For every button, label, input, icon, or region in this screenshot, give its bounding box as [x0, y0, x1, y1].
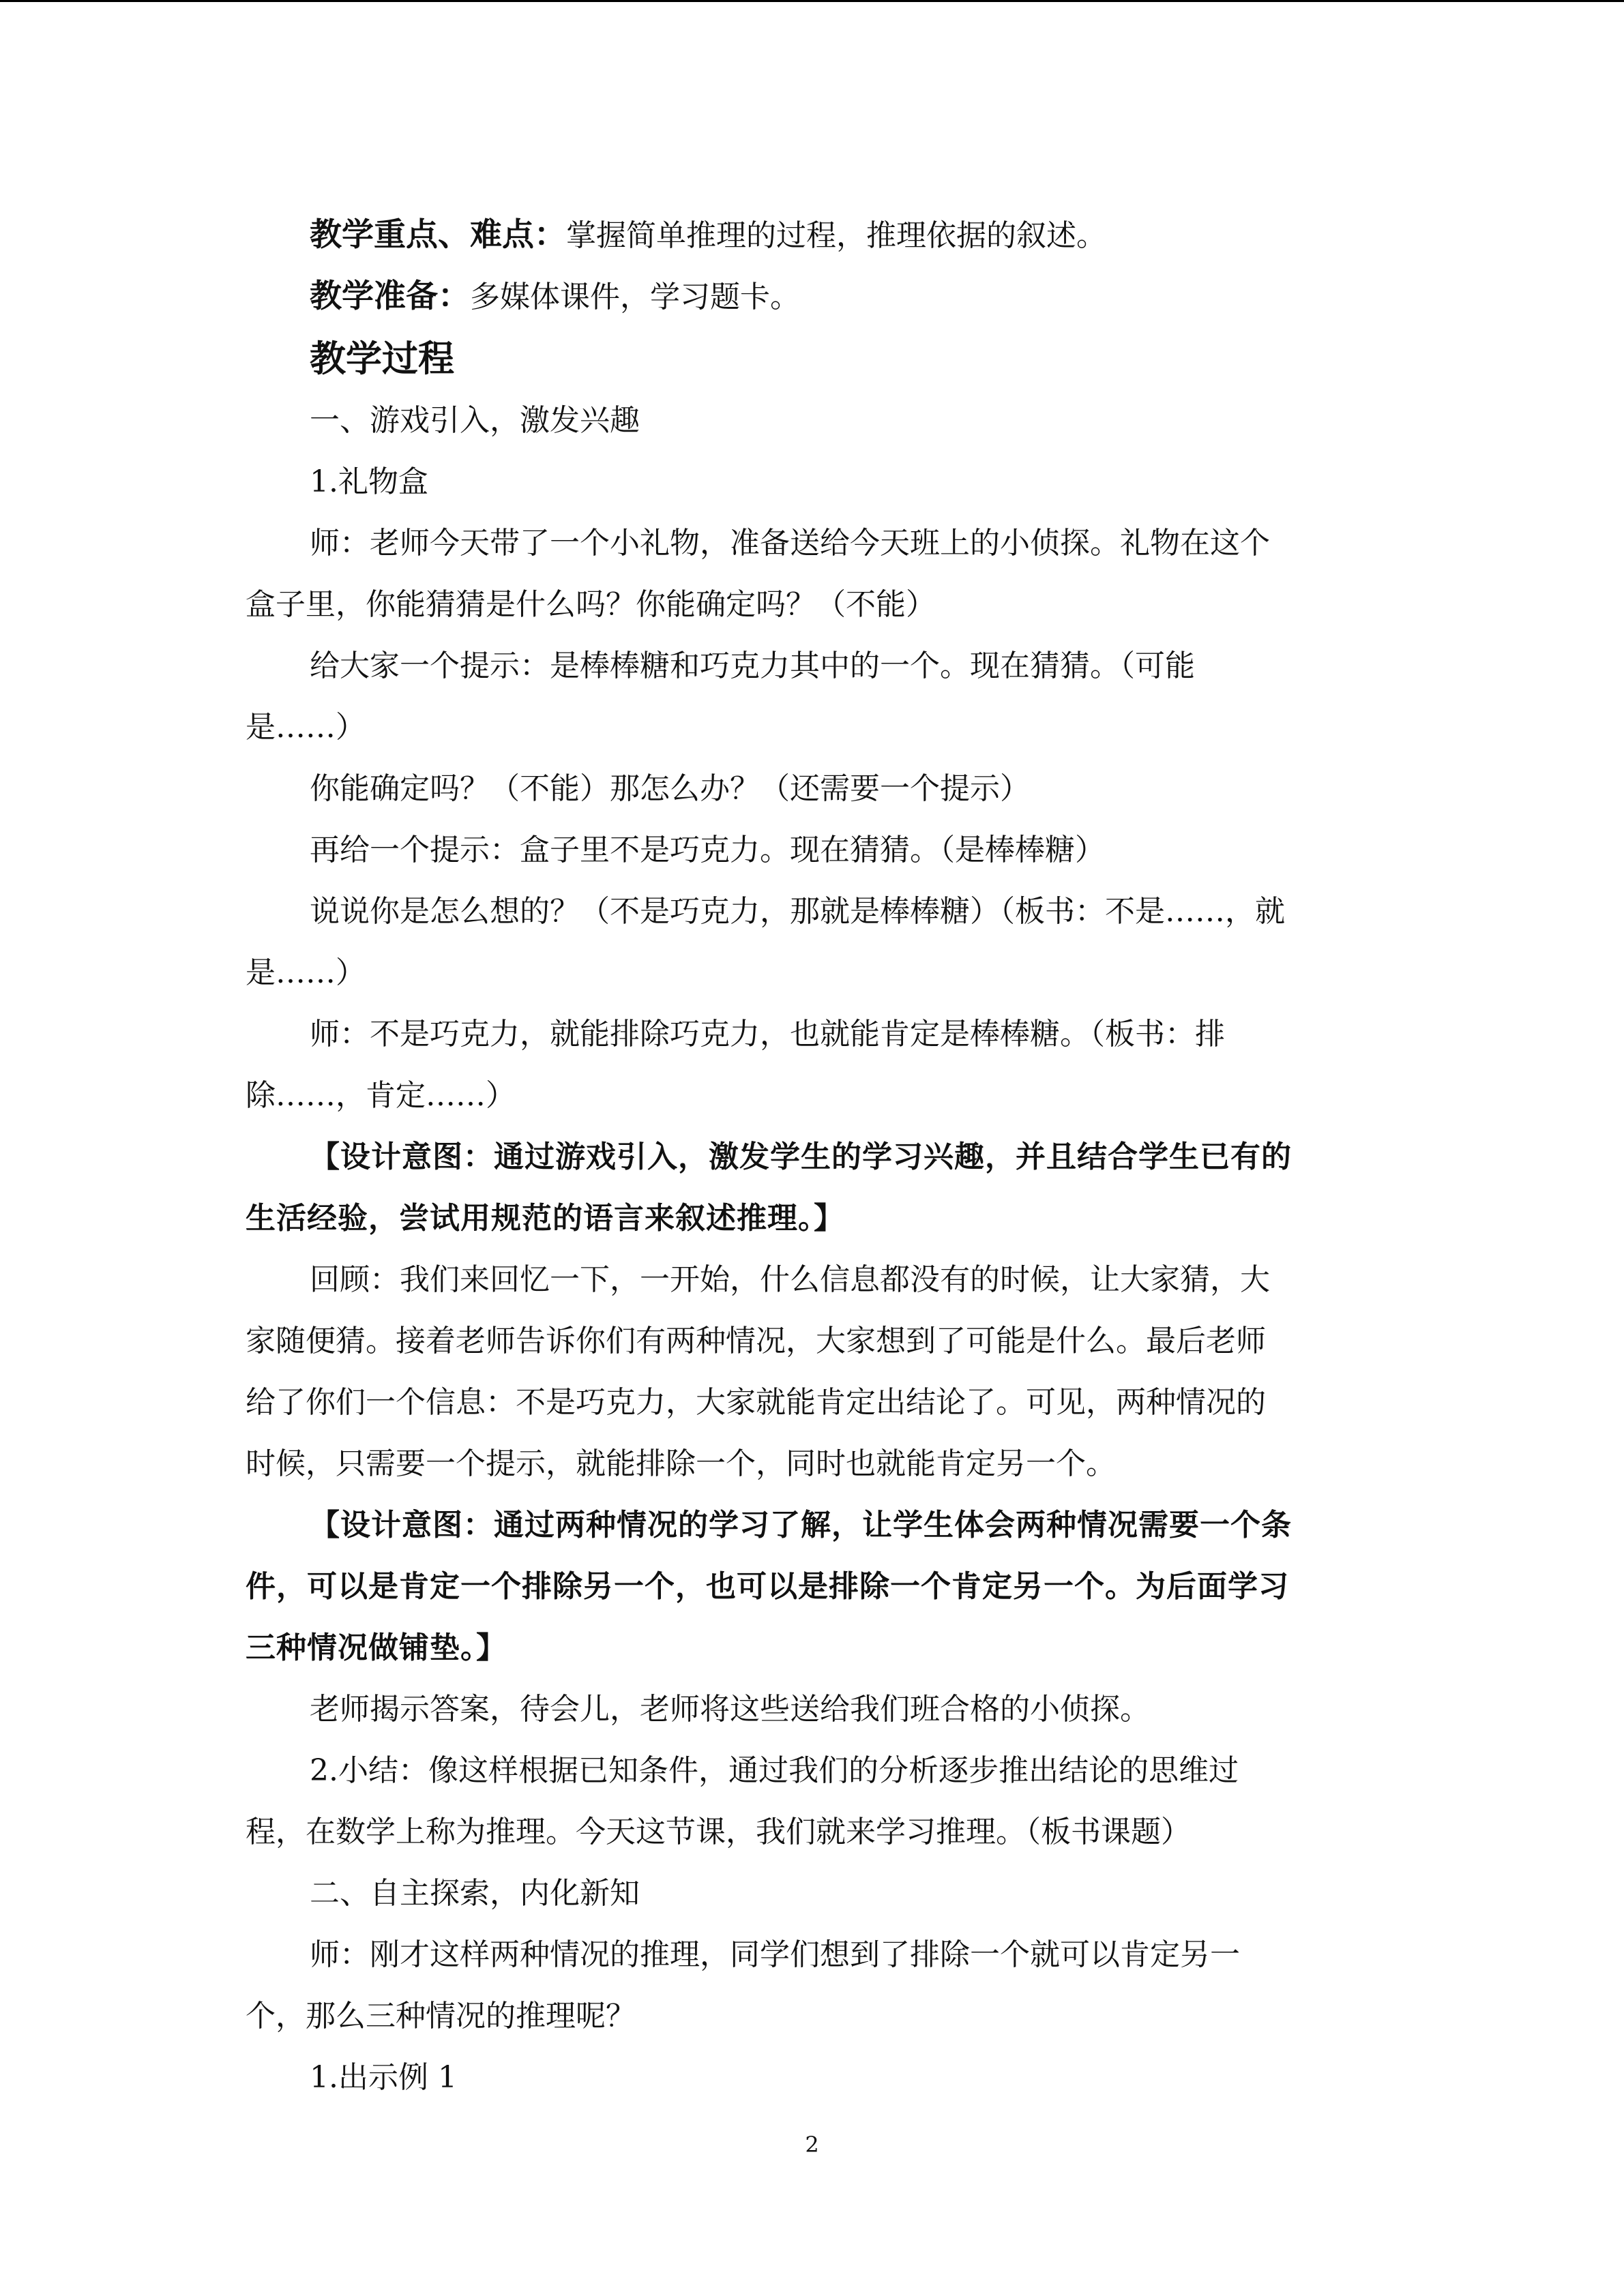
teaching-preparation-line: [246, 266, 1378, 327]
paragraph-line: 是……）: [246, 710, 366, 745]
part-two-heading: 二、自主探索，内化新知: [310, 1876, 640, 1911]
part-one-heading: 一、游戏引入，激发兴趣: [310, 403, 640, 438]
summary-line: 程，在数学上称为推理。今天这节课，我们就来学习推理。（板书课题）: [246, 1815, 1191, 1849]
design-intent-note: 三种情况做铺垫。】: [246, 1630, 507, 1665]
section-heading: 教学过程: [310, 338, 454, 380]
paragraph-line: 除……，肯定……）: [246, 1078, 516, 1113]
design-intent-note: 生活经验，尝试用规范的语言来叙述推理。】: [246, 1201, 844, 1236]
summary-line: 2.小结：像这样根据已知条件，通过我们的分析逐步推出结论的思维过: [310, 1753, 1239, 1788]
paragraph-line: 师：刚才这样两种情况的推理，同学们想到了排除一个就可以肯定另一: [310, 1937, 1240, 1972]
document-body: [246, 205, 1378, 2108]
subsection-gift-box: 1.礼物盒: [310, 464, 428, 499]
design-intent-note: 【设计意图：通过游戏引入，激发学生的学习兴趣，并且结合学生已有的: [310, 1139, 1292, 1174]
paragraph-line: 回顾：我们来回忆一下，一开始，什么信息都没有的时候，让大家猜，大: [310, 1262, 1270, 1297]
teaching-focus-label: 教学重点、难点：: [310, 216, 566, 254]
paragraph-line: 说说你是怎么想的？（不是巧克力，那就是棒棒糖）（板书：不是……，就: [310, 894, 1285, 929]
paragraph-line: 师：不是巧克力，就能排除巧克力，也就能肯定是棒棒糖。（板书：排: [310, 1017, 1225, 1052]
top-border-line: [0, 0, 1624, 2]
page-number: 2: [805, 2132, 819, 2158]
paragraph-line: 给大家一个提示：是棒棒糖和巧克力其中的一个。现在猜猜。（可能: [310, 648, 1195, 683]
teaching-focus-line: [246, 205, 1378, 266]
paragraph-line: 个，那么三种情况的推理呢？: [246, 1999, 636, 2033]
paragraph-line: 师：老师今天带了一个小礼物，准备送给今天班上的小侦探。礼物在这个: [310, 526, 1270, 561]
paragraph-line: 是……）: [246, 955, 366, 990]
paragraph-line: 老师揭示答案，待会儿，老师将这些送给我们班合格的小侦探。: [310, 1692, 1150, 1727]
design-intent-note: 件，可以是肯定一个排除另一个，也可以是排除一个肯定另一个。为后面学习: [246, 1569, 1289, 1604]
paragraph-line: 家随便猜。接着老师告诉你们有两种情况，大家想到了可能是什么。最后老师: [246, 1324, 1266, 1358]
paragraph-line: 再给一个提示：盒子里不是巧克力。现在猜猜。（是棒棒糖）: [310, 833, 1105, 867]
example-heading: 1.出示例 1: [310, 2060, 457, 2095]
design-intent-note: 【设计意图：通过两种情况的学习了解，让学生体会两种情况需要一个条: [310, 1508, 1292, 1542]
teaching-preparation-label: 教学准备：: [310, 278, 470, 315]
teaching-focus-text: 掌握简单推理的过程，推理依据的叙述。: [566, 218, 1106, 253]
paragraph-line: 盒子里，你能猜猜是什么吗？你能确定吗？（不能）: [246, 587, 936, 622]
paragraph-line: 你能确定吗？（不能）那怎么办？（还需要一个提示）: [310, 771, 1030, 806]
paragraph-line: 时候，只需要一个提示，就能排除一个，同时也就能肯定另一个。: [246, 1446, 1116, 1481]
teaching-preparation-text: 多媒体课件，学习题卡。: [470, 280, 800, 314]
paragraph-line: 给了你们一个信息：不是巧克力，大家就能肯定出结论了。可见，两种情况的: [246, 1385, 1266, 1420]
